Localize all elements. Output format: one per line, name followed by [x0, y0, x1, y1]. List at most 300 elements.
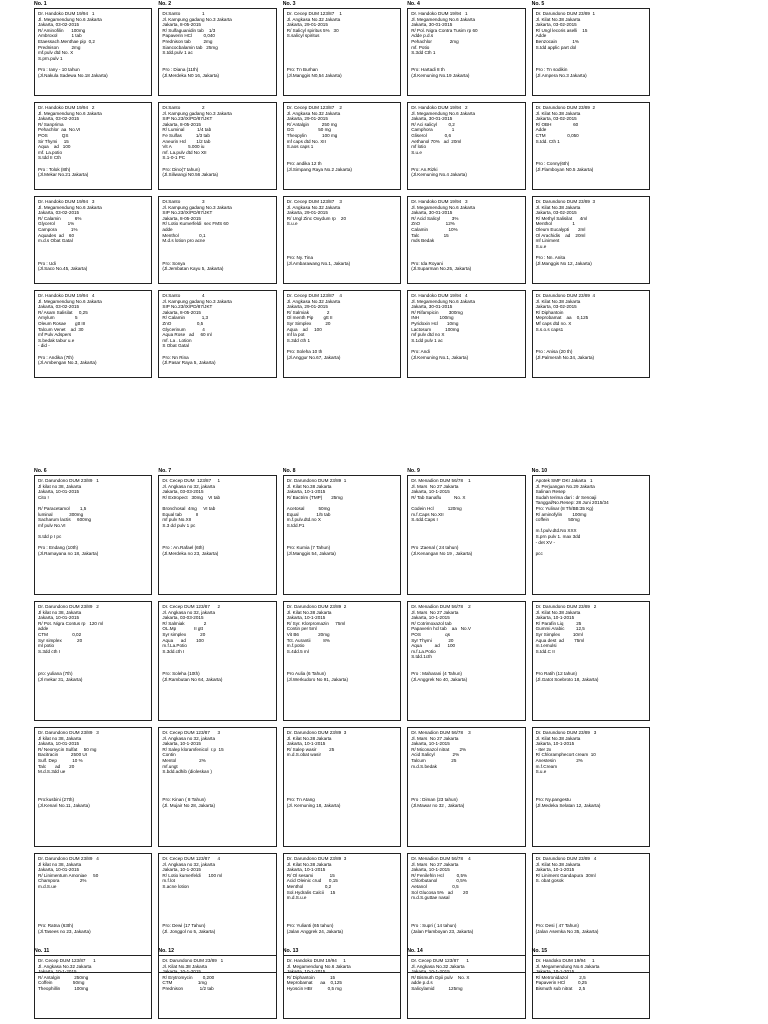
prescription-line: Pro: Yulinar (8 Th/BB:35 Kg): [535, 505, 594, 511]
prescription-line: Dr. Handoko DUM 19/94 4: [411, 293, 468, 298]
prescription-line: ZnO 0,5: [162, 320, 204, 326]
prescription-line: Jakarta, 03-02-2015: [535, 210, 577, 216]
prescription-line: Jakarta, 10-1-2015: [411, 615, 450, 621]
prescription-card: [158, 601, 276, 721]
prescription-line: Jakarta, 8-05-2015: [162, 215, 201, 221]
prescription-line: Adde: [535, 127, 547, 133]
prescription-line: R/ Parafin Liq 25: [535, 620, 582, 626]
prescription-line: (Jl. Kemuning 18, Jakarta): [286, 802, 341, 808]
prescription-line: Jl. Angkasa no 32, jakarta: [162, 609, 215, 615]
prescription-card: [532, 8, 650, 96]
prescription-line: SIP No.23/IX/PD/87/JKT: [162, 210, 213, 216]
prescription-line: (Jl.Werkudoro No 91, Jakarta): [286, 676, 348, 682]
prescription-line: Jakarta, 8-05-2015: [162, 309, 201, 315]
prescription-line: (Jl.Tasees no 23, Jakarta): [38, 928, 91, 934]
prescription-line: Prednison tab 2mg: [162, 38, 213, 44]
prescription-line: Jl. Mars No 27 Jakarta: [411, 609, 459, 615]
prescription-card: [407, 727, 525, 847]
prescription-line: Aetanol 0,5: [411, 883, 459, 889]
prescription-line: mds Bedak: [411, 238, 435, 244]
prescription-line: m.f.Cream: [535, 763, 558, 769]
prescription-line: Etaessach.Menthae pip 0,2: [38, 38, 95, 44]
prescription-line: (Jl.Palmerah No.34, Jakarta): [535, 354, 595, 360]
prescription-line: S.tdd applic part dol: [535, 44, 577, 50]
prescription-line: Prednison 2mg: [38, 44, 81, 50]
prescription-line: Jl. Mars No 27 Jakarta: [411, 735, 459, 741]
prescription-card: [158, 955, 276, 1019]
prescription-line: Jakarta, 10-1-2015: [411, 489, 450, 495]
prescription-line: Dr. Handoko DUM 19/94 3: [411, 199, 468, 204]
prescription-line: Dr. Darundono DUM 23/89 1: [535, 11, 596, 16]
prescription-line: Mentol 2%: [162, 757, 206, 763]
column-number: No. 4: [407, 1, 420, 7]
prescription-line: Pro : Endang (10th): [38, 545, 79, 551]
prescription-card: [283, 601, 401, 721]
prescription-line: Jakarta, 29-01-2015: [286, 116, 328, 122]
prescription-line: Ol Arachidis ad 20ml: [535, 232, 586, 238]
prescription-line: Pro :Zaenal ( 24 tahun): [411, 545, 459, 551]
prescription-line: m.d.S.ue: [38, 883, 57, 889]
prescription-line: Syr Simplex 20: [286, 320, 331, 326]
column-number: No. 15: [531, 948, 548, 954]
prescription-card: [532, 196, 650, 284]
prescription-line: (Jl. Mujair No 28, Jakarta): [162, 802, 215, 808]
prescription-line: Glycerinum 4: [162, 326, 205, 332]
prescription-line: Dr. Cecep DUM 123/87 2: [162, 604, 221, 609]
prescription-line: m.f.Caps No.XII: [411, 511, 444, 517]
prescription-line: Pro: Dino(7 tahun): [162, 166, 200, 172]
prescription-line: Menthol 0,2: [286, 883, 332, 889]
prescription-line: Dr.Santo 1: [162, 11, 205, 16]
prescription-line: SIP No.23/IX/PD/87/JKT: [162, 116, 213, 122]
prescription-line: S.u.e: [535, 769, 547, 775]
prescription-line: Jl. Kilat No.38 Jakarta: [286, 483, 332, 489]
prescription-line: R/ Bactrim (TMP) 25mg: [286, 494, 343, 500]
prescription-line: Jl. Angkasa No.32 Jakarta: [286, 16, 341, 22]
prescription-line: Pro Aulia (6 Tahun): [286, 671, 326, 677]
prescription-card: [34, 196, 152, 284]
prescription-line: SIP No.23/IX/PD/87/JKT: [162, 304, 213, 310]
prescription-line: Amylum 5: [38, 315, 78, 321]
prescription-line: - det XV -: [535, 539, 555, 545]
prescription-line: (Jl.Gatot Soebroto 18, Jakarta): [535, 676, 599, 682]
prescription-line: mf.pulv dtd No. X: [38, 50, 74, 56]
prescription-line: Dr. Handoko DUM 19/94 2: [38, 105, 95, 110]
prescription-line: Jl. Kilat No.38 Jakarta: [286, 609, 332, 615]
prescription-line: S.tdd.C II: [535, 648, 555, 654]
prescription-card: [407, 290, 525, 378]
prescription-line: Jakarta, 03-02-2015: [535, 22, 577, 28]
prescription-card: [532, 727, 650, 847]
prescription-line: Talc ad 20: [38, 763, 75, 769]
prescription-line: S.3dd.cth I: [162, 648, 185, 654]
prescription-grid-top: [34, 8, 650, 378]
prescription-line: Pro : Nn. Anita: [535, 254, 566, 260]
prescription-line: Bacitracin 2500 UI: [38, 752, 88, 758]
prescription-line: Syr Simplex 10ml: [535, 631, 583, 637]
prescription-line: Jl. Megamendung No.6 Jakarta: [411, 298, 476, 304]
column-number: No. 13: [282, 948, 299, 954]
prescription-line: Jl. Angkasa No.32 Jakarta: [38, 963, 92, 969]
prescription-line: Pro : Udi: [38, 260, 56, 266]
prescription-line: Talcum Venet ad 30: [38, 326, 84, 332]
prescription-line: Jakarta, 03-02-2015: [38, 210, 80, 216]
prescription-line: m.f.pulv.dtd.No XXX: [535, 528, 577, 534]
prescription-line: Jl. Angkasa no 32, jakarta: [162, 861, 215, 867]
prescription-line: (Jl.Pasar Raya 5, Jakarta): [162, 360, 216, 366]
prescription-line: Jakarta, 30-01-2015: [411, 116, 453, 122]
prescription-line: (Jl.Kenangan No 19 , Jakarta): [411, 550, 473, 556]
prescription-line: Jl. Kampung gadang No.3 Jakarta: [162, 204, 232, 210]
prescription-line: m.t.emulsi: [535, 643, 557, 649]
prescription-line: (Jl.Flamboyan N0.5 Jakarta): [535, 166, 594, 172]
prescription-line: Acid Salicyl 2%: [411, 752, 460, 758]
prescription-line: Pro: Yulianti (65 tahun): [286, 923, 334, 929]
prescription-line: Salinan Resep: [535, 489, 566, 495]
prescription-line: Contin per 5ml: [286, 626, 317, 632]
prescription-line: Pro: Ny. Tina: [286, 254, 314, 260]
prescription-line: Jakarta, 03-02-2015: [535, 116, 577, 122]
prescription-line: R/ aminofylin 100mg: [535, 511, 587, 517]
prescription-line: S.bdd.adhib (dioleskan ): [162, 769, 212, 775]
prescription-line: mf pulv No.XII: [162, 517, 192, 523]
column-number: No. 12: [158, 948, 174, 954]
prescription-line: Jakarta, 10-1-2015: [535, 969, 575, 975]
prescription-line: Pro: Tn Burhan: [286, 66, 318, 72]
prescription-line: S. obat gosok: [535, 878, 564, 884]
prescription-line: Sir Thymi 15: [38, 138, 69, 144]
prescription-line: Jl. Kampung gadang No.3 Jakarta: [162, 298, 232, 304]
prescription-line: Jl. Megamendung No.6 Jakarta: [411, 16, 476, 22]
prescription-line: R/ Antalgin 250 mg: [286, 121, 338, 127]
prescription-line: Aqua ad 100: [411, 643, 456, 649]
prescription-card: [34, 475, 152, 595]
prescription-line: Pro : Conny(6th): [535, 160, 570, 166]
prescription-line: Syr simplex 20: [162, 631, 206, 637]
prescription-line: INH 100mg: [411, 315, 454, 321]
prescription-line: Jl. Kampung gadang No.3 Jakarta: [162, 16, 232, 22]
prescription-line: Dr. Darundono DUM 23/89 2: [286, 604, 347, 609]
prescription-line: R/ Diphantoin 15: [286, 974, 336, 980]
prescription-card: [407, 475, 525, 595]
prescription-line: Jakarta, 8-05-2015: [162, 22, 201, 28]
prescription-line: R/ Pol. Nigra Contra Tusim rp 60: [411, 27, 478, 33]
prescription-line: Dr.Santo 2: [162, 105, 205, 110]
prescription-line: Tanggal/No.Resep: 28 Juni 2015/34: [535, 500, 609, 506]
prescription-line: R/ Methyl Salisilat 4ml: [535, 215, 588, 221]
prescription-line: R/ Bismuth Opii pulv No. X: [411, 974, 470, 980]
prescription-line: R/ Sanprima: [38, 121, 64, 127]
prescription-line: Jakarta, 03-03-2015: [162, 489, 204, 495]
prescription-line: Coffein 50mg: [38, 980, 85, 986]
prescription-line: Pro: Kumia (7 Tahun): [286, 545, 331, 551]
prescription-line: ZnO 12%: [411, 221, 455, 227]
prescription-line: Dr. Handoko DUM 19/94 1: [411, 11, 468, 16]
prescription-card: [407, 955, 525, 1019]
prescription-line: Pro : Andika (7th): [38, 354, 74, 360]
prescription-line: Jl. Kilat No.38 Jakarta: [535, 609, 581, 615]
prescription-line: Jakarta, 10-01-2015: [38, 615, 80, 621]
prescription-line: Sol.Hydralis Calcii 15: [286, 889, 336, 895]
prescription-line: Dr. Darundono DUM 23/89 4: [535, 856, 597, 861]
prescription-line: Dr. Cecep DUM 123/87 4: [286, 293, 342, 298]
prescription-line: (Jalan Flamboyan 23, Jakarta): [411, 928, 474, 934]
prescription-line: R/ Luminal 1/4 tab: [162, 127, 212, 133]
prescription-line: Salicylamid 125mg: [411, 985, 463, 991]
prescription-line: (Jalan Anggrek 24, Jakarta): [286, 928, 343, 934]
prescription-line: Jl. Angkasa No.32 Jakarta: [411, 963, 465, 969]
prescription-line: adde p.d.s: [411, 980, 433, 986]
prescription-line: (Jl.Saco No.45, Jakarta): [38, 266, 88, 272]
prescription-line: Dr. Cecep DUM 123/87 2: [286, 105, 342, 110]
prescription-line: R/ Salmiak 2: [286, 309, 330, 315]
prescription-line: - Iter 2x: [535, 746, 552, 752]
prescription-line: mf. La.potio: [38, 149, 63, 155]
prescription-card: [158, 727, 276, 847]
prescription-line: S.3dd cth 1: [286, 337, 311, 343]
prescription-line: S.tdd.P1: [286, 522, 305, 528]
prescription-line: Jl. Angkasa No.32 Jakarta: [286, 110, 341, 116]
prescription-line: Jl. Megamendung No.6 Jakarta: [38, 110, 102, 116]
prescription-line: S.aos caps 1: [286, 144, 314, 150]
prescription-line: Jakarta, 10-01-2015: [38, 741, 80, 747]
prescription-line: Papaverin hcl tab aa No.V: [411, 626, 471, 632]
prescription-line: POS qs: [411, 631, 450, 637]
prescription-line: Ol menth Pip gtt II: [286, 315, 333, 321]
prescription-line: (Jl.Suparman No.25, Jakarta): [411, 266, 472, 272]
prescription-card: [34, 290, 152, 378]
prescription-line: Talc 15: [411, 232, 449, 238]
prescription-line: Jl. Megamendung No.6 Jakarta: [411, 204, 476, 210]
prescription-line: R/ Ungl lecoris aselli 15: [535, 27, 588, 33]
prescription-line: Pro : Tolok (8th): [38, 166, 71, 172]
prescription-line: (Jl.Kemuning No.4 Jakarta): [411, 172, 467, 178]
prescription-line: (Jl.Anggrek No 40, Jakarta): [411, 676, 468, 682]
prescription-line: Pro: Ny.pangestu: [535, 797, 571, 803]
prescription-line: (Jl.Nakula Sadewa No.18 Jakarta): [38, 72, 108, 78]
prescription-line: - did -: [38, 343, 50, 349]
prescription-line: Mf caps dtd no. X: [535, 320, 572, 326]
prescription-line: Apotek SMF DKI Jakarta 1: [535, 478, 593, 483]
prescription-line: Meprobamat aa 0,125: [535, 315, 589, 321]
prescription-line: Pyridoxin Hcl 10mg: [411, 320, 459, 326]
prescription-card: [532, 475, 650, 595]
prescription-line: coffein 50mg: [535, 517, 580, 523]
prescription-line: Jakarta, 10-1-2015: [411, 969, 450, 975]
prescription-line: Jakarta, 10-1-2015: [535, 741, 575, 747]
prescription-line: Dr. Darundono DUM 23/89 3: [286, 856, 347, 861]
prescription-line: Jakarta, 10-01-2015: [38, 489, 80, 495]
prescription-line: S.tdd p I pc: [38, 533, 62, 539]
prescription-line: Pro: Sonya: [162, 260, 186, 266]
prescription-line: Dr. Darundono DUM 23/89 4: [535, 293, 596, 298]
prescription-line: (Jl.Manggis 54, Jakarta): [286, 550, 336, 556]
prescription-line: M.d.s lotion pro acne: [162, 238, 206, 244]
prescription-line: Contin: [162, 752, 176, 758]
column-number: No. 5: [531, 1, 545, 7]
prescription-line: Jl. Megamendung No.6 Jakarta: [38, 298, 102, 304]
prescription-line: R/ Acid Salicyl 3%: [411, 215, 459, 221]
prescription-line: S.u.e: [286, 221, 298, 227]
prescription-line: Oleum Eucalypti 2ml: [535, 226, 586, 232]
prescription-line: S.tdd.pulv 1 ac: [162, 50, 193, 56]
prescription-line: pro: yuliana (7th): [38, 671, 73, 677]
prescription-line: Pro: Ida Royani: [411, 260, 443, 266]
prescription-line: Vit A 5.000 iu: [162, 144, 205, 150]
prescription-line: ml potio: [38, 643, 55, 649]
prescription-line: Jl. Angkasa no 32, jakarta: [162, 483, 215, 489]
prescription-line: CTM 0,050: [535, 132, 579, 138]
prescription-line: Pro:kusbini (27th): [38, 797, 75, 803]
prescription-line: Jakarta, 10-1-2015: [286, 969, 326, 975]
prescription-line: Jakarta, 10-1-2015: [286, 867, 326, 873]
prescription-line: Jakarta, 10-1-2015: [411, 867, 450, 873]
prescription-card: [34, 8, 152, 96]
prescription-card: [158, 196, 276, 284]
prescription-line: Jl. Megamendung No.6 Jakarta: [535, 963, 600, 969]
prescription-line: Menthol 1: [535, 221, 575, 227]
prescription-card: [158, 102, 276, 190]
prescription-line: Jl. Angkasa No.32 Jakarta: [286, 204, 341, 210]
prescription-line: S.bedak tabur u.e: [38, 337, 75, 343]
prescription-line: (Jl.Manggis N0,54 Jakarta): [286, 72, 342, 78]
prescription-line: Dr.Santo 4: [162, 293, 205, 298]
prescription-line: S.3dd Cth 1: [411, 50, 436, 56]
prescription-line: R/ OBH 60: [535, 121, 579, 127]
prescription-line: R/ Salmiak 2: [162, 620, 207, 626]
prescription-line: R/ Metronidazol 2,5: [535, 974, 586, 980]
prescription-line: Jakarta, 10-1-2015: [535, 867, 575, 873]
prescription-line: S.3dd cth I: [38, 648, 60, 654]
prescription-line: Jl. Angkasa no 32, jakarta: [162, 735, 215, 741]
prescription-line: R/ Cotrimoxazol tab: [411, 620, 452, 626]
column-number: No. 9: [407, 468, 420, 474]
prescription-line: R/ Paracetamol 1,5: [38, 505, 87, 511]
prescription-line: (Jl.Ramayana no 18, Jakarta): [38, 550, 99, 556]
prescription-card: [34, 727, 152, 847]
prescription-line: Jakarta, 29-01-2015: [286, 210, 328, 216]
prescription-line: Jl kilat no 38, Jakarta: [38, 483, 82, 489]
prescription-line: (Jl.Simpang Raya No.2 Jakarta): [286, 166, 352, 172]
prescription-card: [283, 8, 401, 96]
prescription-line: R/ Lotio kumerfeldi 100 ml: [162, 872, 223, 878]
column-number: No. 14: [407, 948, 423, 954]
prescription-card: [34, 601, 152, 721]
column-number: No. 8: [282, 468, 296, 474]
prescription-line: (Jl.Siliwangi N0.56 Jakarta): [162, 172, 219, 178]
prescription-line: Pro: Soleha (10th): [162, 671, 200, 677]
prescription-line: Jakarta, 10-1-2015: [286, 489, 326, 495]
prescription-line: R/ Calamin 6%: [38, 215, 82, 221]
prescription-line: Jl. Kilat No.38 Jakarta: [286, 735, 332, 741]
prescription-line: Aquades ad 60: [38, 232, 75, 238]
prescription-line: S.salicyl spiritus: [286, 33, 320, 39]
prescription-line: Lactosum 100mg: [411, 326, 460, 332]
prescription-line: Bismuth sub nitrat 2,5: [535, 985, 586, 991]
prescription-line: (Jl.Rambutan No 64, Jakarta): [162, 676, 223, 682]
prescription-line: m.d.S.obat wasir: [286, 752, 322, 758]
prescription-line: R/ Diphantoin: [535, 309, 564, 315]
prescription-line: Jl. Megamendung No.6 Jakarta: [38, 204, 102, 210]
prescription-line: Jl kilat no 38, Jakarta: [38, 861, 82, 867]
prescription-line: Acetosal 50mg: [286, 505, 330, 511]
prescription-line: Cito !: [38, 494, 49, 500]
prescription-line: Jakarta, 03-02-2015: [38, 116, 80, 122]
prescription-line: Pro: Hartadi 8 th: [411, 66, 445, 72]
prescription-line: (Jl.Mawar no 32 , Jakarta): [411, 802, 465, 808]
prescription-line: Jakarta, 10-1-2015: [411, 741, 450, 747]
prescription-card: [158, 475, 276, 595]
prescription-line: Jakarta, 10-1-2015: [38, 969, 77, 975]
prescription-line: Pro: Soleha 10 th: [286, 348, 323, 354]
prescription-line: (Jalan Asemka No 35, Jakarta): [535, 928, 599, 934]
prescription-line: adde: [162, 226, 173, 232]
prescription-line: (Jl.Anggur No.67, Jakarta): [286, 354, 341, 360]
prescription-line: Aqua dest ad 75ml: [535, 637, 585, 643]
prescription-line: R/ Syr. Klorpromazin 75ml: [286, 620, 346, 626]
prescription-line: R/ Tab Sanaflu No. X: [411, 494, 466, 500]
prescription-line: CTM 0,02: [38, 631, 82, 637]
prescription-line: Gliserol 0,6: [411, 132, 452, 138]
prescription-line: mf. La.pulv dtd No XII: [162, 149, 207, 155]
prescription-line: m.f.La.Potio: [411, 648, 436, 654]
prescription-line: Glycerol 1%: [38, 221, 75, 227]
prescription-line: Pro: Dewi (17 Tahun): [162, 923, 206, 929]
prescription-line: R/ Ol sesami 15: [286, 872, 335, 878]
prescription-line: R/ Antalgin 250mg: [38, 974, 89, 980]
prescription-line: Pro: Desi ( 47 Tahun): [535, 923, 579, 929]
prescription-line: GG 50 mg: [286, 127, 331, 133]
prescription-line: Dr. Cecep DUM 123/87 4: [162, 856, 221, 861]
prescription-line: Sol Glucosa 5% ad 20: [411, 889, 469, 895]
prescription-card: [407, 196, 525, 284]
prescription-line: Pro: Nn Rina: [162, 354, 189, 360]
prescription-line: mf Liniment: [535, 238, 560, 244]
prescription-line: Pro : Maharani (4 Tahun): [411, 671, 462, 677]
prescription-line: Dr. Darundono DUM 23/89 3: [38, 730, 99, 735]
prescription-card: [34, 955, 152, 1019]
prescription-line: Jakarta, 10-1-2015: [286, 615, 326, 621]
prescription-line: Sulf. Dep 10 %: [38, 757, 83, 763]
prescription-line: Equal 1/5 tab: [286, 511, 331, 517]
prescription-line: mf pulv No.VI: [38, 522, 66, 528]
prescription-line: R/ Chloramphecort cream 10: [535, 752, 596, 758]
column-number: No. 1: [34, 1, 47, 7]
prescription-line: S.1dd pulv 1 ac: [411, 337, 443, 343]
prescription-line: Sudah terima dari : dr Senoaji: [535, 494, 597, 500]
column-number: No. 11: [34, 948, 50, 954]
prescription-line: R/ Aminofilin 100mg: [38, 27, 86, 33]
prescription-line: Pro: An.Rizki: [411, 166, 438, 172]
column-number: No. 2: [158, 1, 172, 7]
prescription-line: Pro : Supri ( 14 tahun): [411, 923, 457, 929]
prescription-line: (Jl.Merdeka N0 16, Jakarta): [162, 72, 220, 78]
prescription-line: Hyoscin HBr 0,5 mg: [286, 985, 342, 991]
prescription-card: [283, 102, 401, 190]
prescription-line: Anestesin 2%: [535, 757, 583, 763]
prescription-card: [532, 290, 650, 378]
prescription-card: [283, 290, 401, 378]
prescription-card: [532, 601, 650, 721]
prescription-line: (Jl.Mekar No.21 Jakarta): [38, 172, 89, 178]
prescription-line: (Jl mekar 31, Jakarta): [38, 676, 83, 682]
prescription-card: [283, 196, 401, 284]
prescription-line: S.u.e: [535, 243, 547, 249]
prescription-card: [158, 8, 276, 96]
prescription-line: Papaverin HCl 0,25: [535, 980, 587, 986]
prescription-line: R/ Erytromycin 0,200: [162, 974, 215, 980]
prescription-line: R/ Miconazol nitrat 2%: [411, 746, 467, 752]
